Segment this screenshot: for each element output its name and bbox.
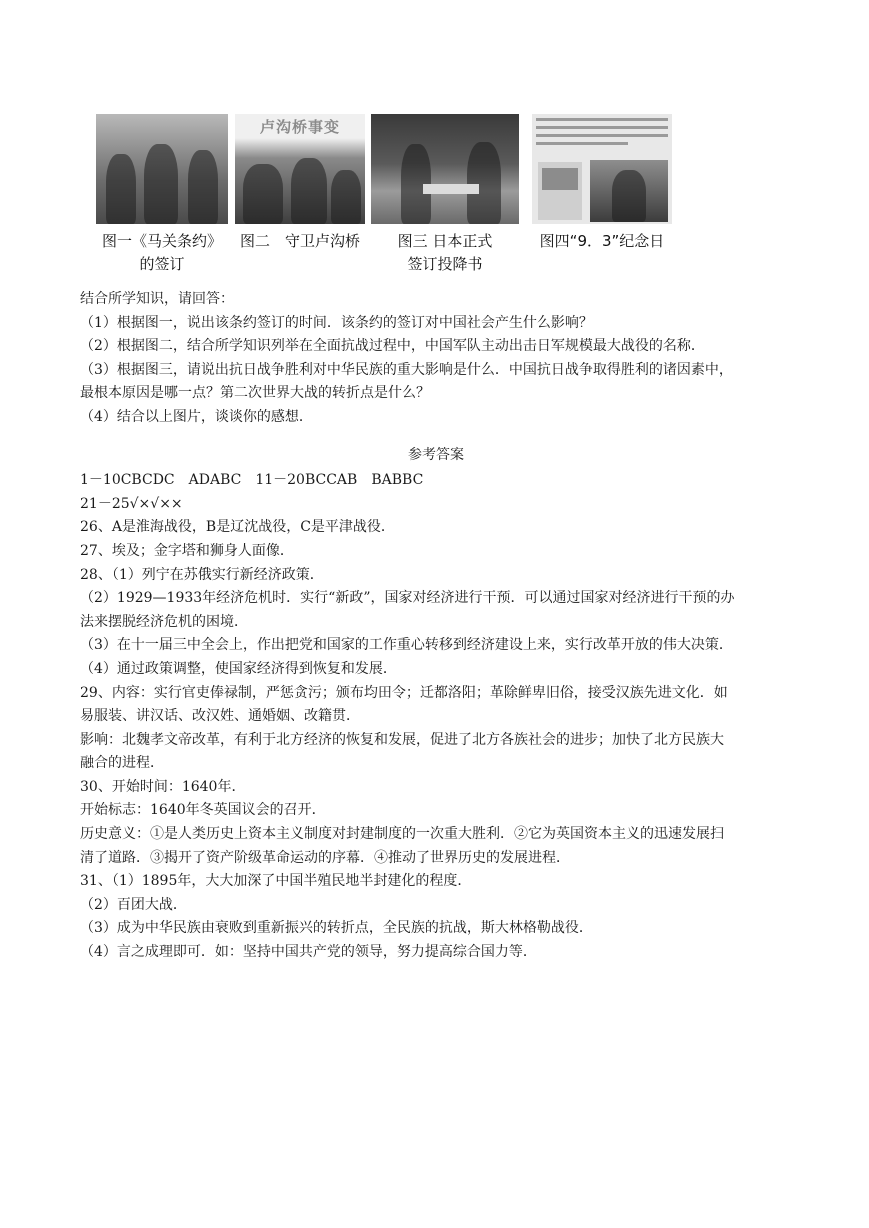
answer-line: 27、埃及；金字塔和狮身人面像． [80,542,294,559]
answer-line: 易服装、讲汉话、改汉姓、通婚姻、改籍贯． [80,708,360,725]
answer-line: （3）在十一届三中全会上，作出把党和国家的工作重心转移到经济建设上来，实行改革开放的伟大决策． [80,637,733,654]
question-4: （4）结合以上图片，谈谈你的感想． [80,408,313,425]
answer-line: （2）1929—1933年经济危机时．实行“新政”，国家对经济进行干预．可以通过国家对经济进行干预的办 [80,590,735,607]
answers-title: 参考答案 [408,446,464,463]
answer-line: 1－10CBCDC ADABC 11－20BCCAB BABBC [80,472,424,489]
answer-line: 21－25√×√×× [80,495,183,512]
question-3-cont: 最根本原因是哪一点？第二次世界大战的转折点是什么？ [80,385,430,402]
answer-line: （3）成为中华民族由衰败到重新振兴的转折点，全民族的抗战，斯大林格勒战役． [80,920,593,937]
question-3: （3）根据图三，请说出抗日战争胜利对中华民族的重大影响是什么．中国抗日战争取得胜利的诸因素中， [80,361,733,378]
answer-line: （2）百团大战． [80,896,187,913]
figure-2-banner: 卢沟桥事变 [259,118,340,136]
answer-line: 影响：北魏孝文帝改革，有利于北方经济的恢复和发展，促进了北方各族社会的进步；加快了北方民族大 [80,731,724,748]
answer-line: 31、（1）1895年，大大加深了中国半殖民地半封建化的程度． [80,873,472,890]
question-intro: 结合所学知识，请回答： [80,291,234,307]
answer-line: 法来摆脱经济危机的困境． [80,613,248,630]
figure-4 [532,114,672,253]
answer-line: 28、（1）列宁在苏俄实行新经济政策． [80,566,324,583]
answer-line: 融合的进程． [80,755,164,772]
figure-strip [94,114,674,284]
answer-line: 历史意义：①是人类历史上资本主义制度对封建制度的一次重大胜利．②它为英国资本主义的迅速发展扫 [80,826,724,843]
figure-1-caption: 图一《马关条约》 的签订 [101,232,222,273]
figure-2-image [235,114,365,224]
answer-line: 29、内容：实行官吏俸禄制，严惩贪污；颁布均田令；迁都洛阳；革除鲜卑旧俗，接受汉族先进文化．如 [80,684,728,701]
answer-line: （4）言之成理即可．如：坚持中国共产党的领导，努力提高综合国力等． [80,944,537,961]
figure-1-image [96,114,228,224]
answer-line: （4）通过政策调整，使国家经济得到恢复和发展． [80,660,397,677]
figure-1 [96,114,228,276]
figure-2-caption: 图二 守卫卢沟桥 [239,232,360,250]
answer-line: 开始标志：1640年冬英国议会的召开． [80,802,326,819]
figure-2 [235,114,365,253]
answer-line: 26、A是淮海战役，B是辽沈战役，C是平津战役． [80,519,395,536]
document-body [80,288,792,965]
question-1: （1）根据图一，说出该条约签订的时间．该条约的签订对中国社会产生什么影响？ [80,314,593,331]
answer-line: 30、开始时间：1640年． [80,778,246,795]
figure-3 [371,114,519,276]
figure-4-caption: 图四“9．3”纪念日 [539,232,665,250]
figure-4-image [532,114,672,224]
figure-3-caption: 图三 日本正式 签订投降书 [397,232,493,273]
answers-list [80,469,792,964]
figure-3-image [371,114,519,224]
question-2: （2）根据图二，结合所学知识列举在全面抗战过程中，中国军队主动出击日军规模最大战役的名称． [80,338,705,355]
answer-line: 清了道路．③揭开了资产阶级革命运动的序幕．④推动了世界历史的发展进程． [80,849,570,866]
